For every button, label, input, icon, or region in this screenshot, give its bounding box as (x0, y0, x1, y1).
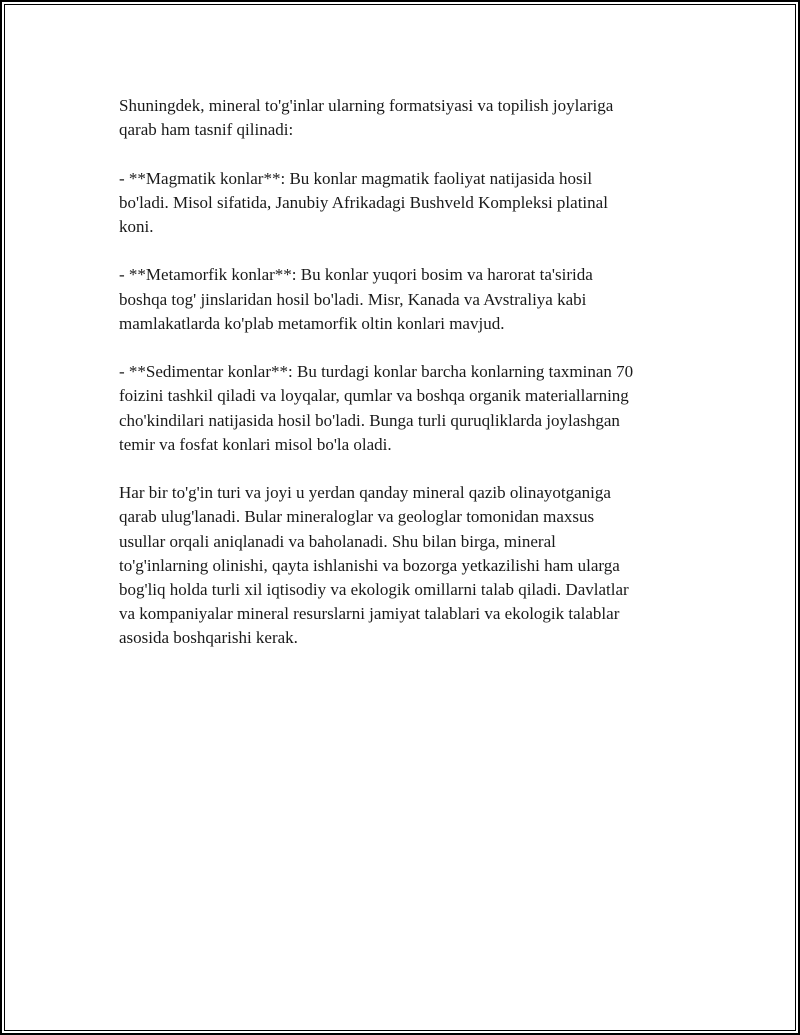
paragraph-metamorphic-deposits: - **Metamorfik konlar**: Bu konlar yuqori bosim va harorat ta'sirida boshqa tog' jinslaridan hosil bo'ladi. Misr, Kanada va Avstraliya kabi mamlakatlarda ko'plab metamorfik oltin konlari mavjud. (119, 265, 593, 333)
paragraph-magmatic-deposits: - **Magmatik konlar**: Bu konlar magmatik faoliyat natijasida hosil bo'ladi. Misol sifatida, Janubiy Afrikadagi Bushveld Kompleksi platinal koni. (119, 168, 608, 236)
paragraph-sedimentary-deposits: - **Sedimentar konlar**: Bu turdagi konlar barcha konlarning taxminan 70 foizini tashkil qiladi va loyqalar, qumlar va boshqa organik materiallarning cho'kindilari natijasida hosil bo'ladi. Bunga turli quruqliklarda joylashgan temir va fosfat konlari misol bo'la oladi. (119, 362, 634, 454)
document-body (119, 94, 699, 675)
paragraph-conclusion: Har bir to'g'in turi va joyi u yerdan qanday mineral qazib olinayotganiga qarab ulug'lanadi. Bular mineraloglar va geologlar tomonidan maxsus usullar orqali aniqlanadi va baholanadi. Shu bilan birga, mineral to'g'inlarning olinishi, qayta ishlanishi va bozorga yetkazilishi ham ularga bog'liq holda turli xil iqtisodiy va ekologik omillarni talab qiladi. Davlatlar va kompaniyalar mineral resurslarni jamiyat talablari va ekologik talablar asosida boshqarishi kerak. (119, 483, 629, 648)
paragraph-intro: Shuningdek, mineral to'g'inlar ularning formatsiyasi va topilish joylariga qarab ham tasnif qilinadi: (119, 96, 614, 140)
